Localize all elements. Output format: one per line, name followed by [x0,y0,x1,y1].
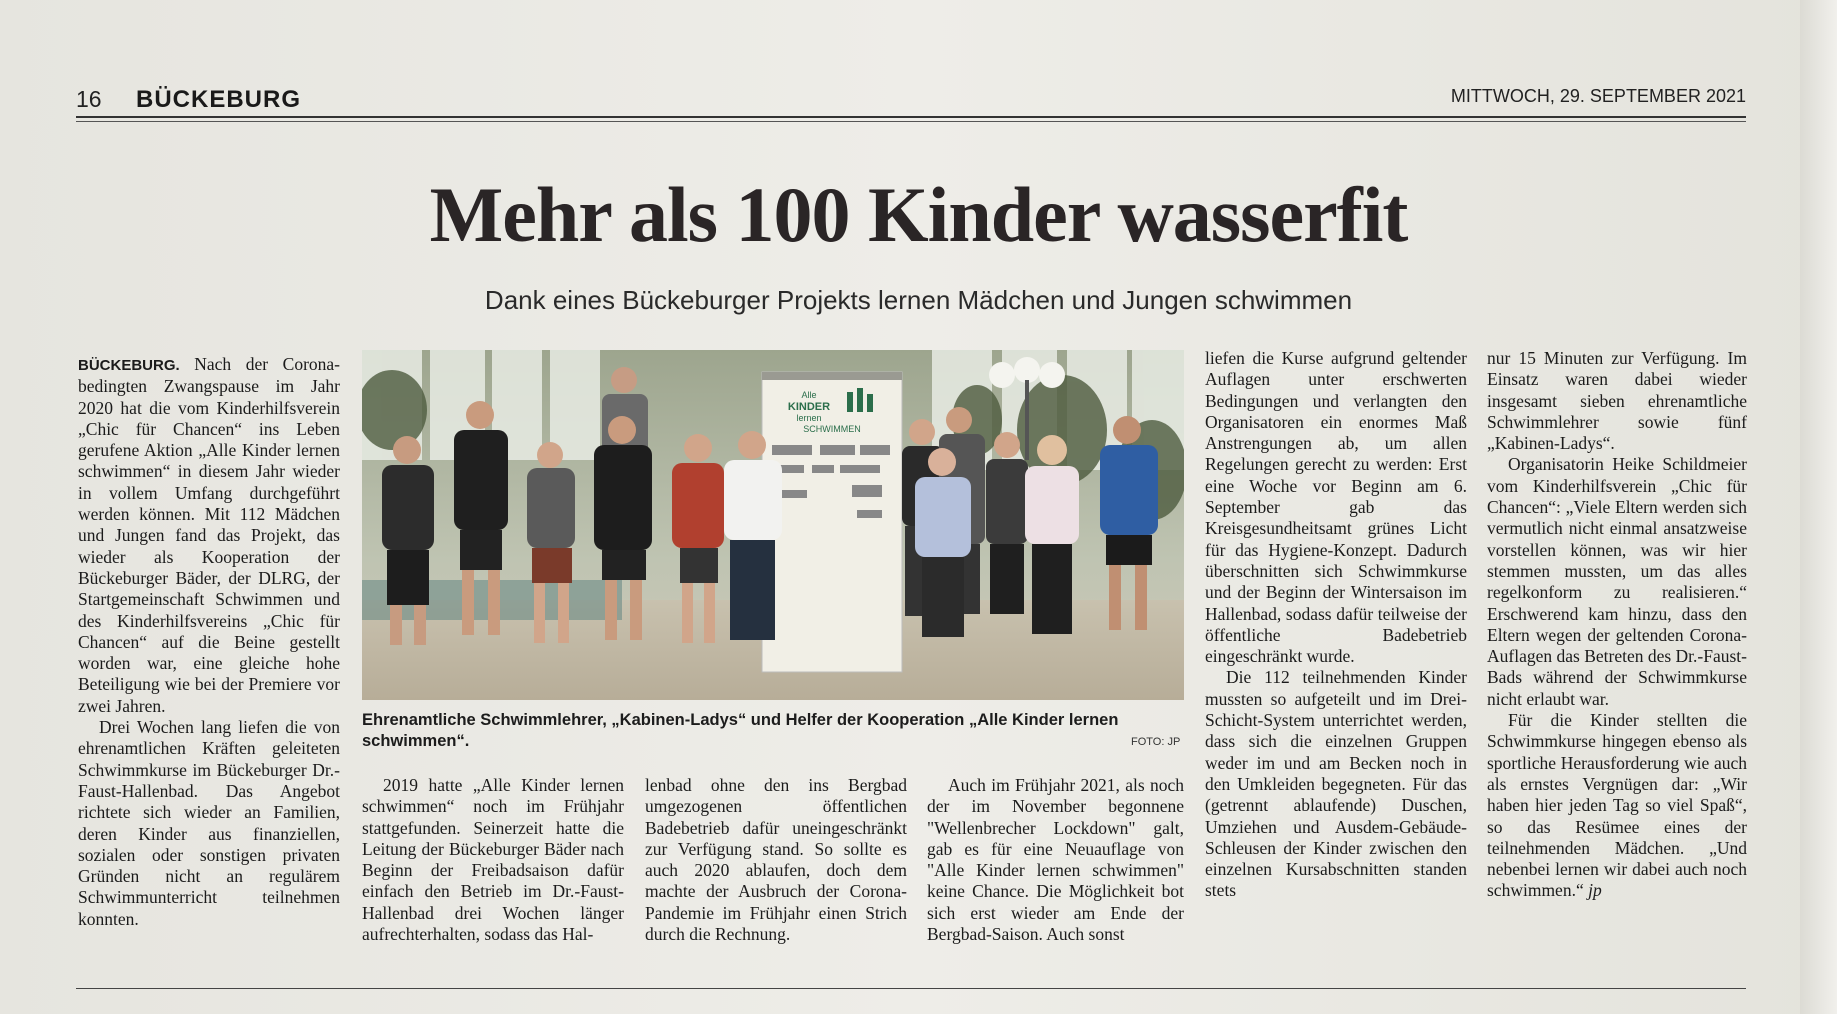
column-4 [927,775,1184,945]
photo-caption: Ehrenamtliche Schwimmlehrer, „Kabinen-Ladys“ und Helfer der Kooperation „Alle Kinder lernen schwimmen“. [362,711,1119,750]
group-photo [362,350,1184,700]
subheadline: Dank eines Bückeburger Projekts lernen Mädchen und Jungen schwimmen [484,285,1353,315]
column-6 [1487,348,1747,902]
photo-image [362,350,1184,700]
paragraph: nur 15 Minuten zur Verfügung. Im Einsatz waren dabei wieder insgesamt sieben ehrenamtliche Schwimmlehrer sowie fünf „Kabinen-Ladys“. [1487,348,1747,454]
banner-text-4: SCHWIMMEN [803,424,861,434]
paragraph-text: Nach der Corona-bedingten Zwangspause im Jahr 2020 hat die vom Kinderhilfsverein „Chic für Chancen“ ins Leben gerufene Aktion „Alle Kinder lernen schwimmen“ in diesem Jahr wieder in vollem Umfang durchgeführt werden können. Mit 112 Mädchen und Jungen fand das Projekt, das wieder als Kooperation der Bückeburger Bäder, der DLRG, der Startgemeinschaft Schwimmen und des Kinderhilfsvereins „Chic für Chancen“ auf die Beine gestellt worden war, eine gleiche hohe Beteiligung wie bei der Premiere vor zwei Jahren. [78,354,340,716]
paragraph [78,354,340,717]
column-1 [78,354,340,930]
paragraph: lenbad ohne den ins Bergbad umgezogenen öffentlichen Badebetrieb dafür uneingeschränkt zur Verfügung stand. So sollte es auch 2020 ablaufen, doch dem machte der Ausbruch der Corona-Pandemie im Frühjahr einen Strich durch die Rechnung. [645,775,907,945]
paragraph: Die 112 teilnehmenden Kinder mussten so aufgeteilt und im Drei-Schicht-System unterrichtet werden, dass sich die einzelnen Gruppen weder im und am Becken noch in den Umkleiden begegneten. Für das (getrennt ablaufende) Duschen, Umziehen und Ausdem-Gebäude-Schleusen der Kinder zwischen den einzelnen Kursabschnitten standen stets [1205,667,1467,901]
banner-text-2: KINDER [787,401,831,413]
paragraph: liefen die Kurse aufgrund geltender Auflagen unter erschwerten Bedingungen und verlangten den Organisatoren ein enormes Maß Anstrengungen ab, um allen Regelungen gerecht zu werden: Erst eine Woche vor Beginn am 6. September gab das Kreisgesundheitsamt grünes Licht für das Hygiene-Konzept. Dadurch überschnitten sich Schwimmkurse und der Beginn der Wintersaison im Hallenbad, sodass dafür teilweise der öffentliche Badebetrieb eingeschränkt wurde. [1205,348,1467,667]
page-fold [1800,0,1837,1014]
banner-text-3: lernen [796,413,822,423]
photo-credit: FOTO: JP [1131,736,1181,748]
column-5 [1205,348,1467,902]
paragraph: Auch im Frühjahr 2021, als noch der im November begonnene "Wellenbrecher Lockdown" galt, gab es für eine Neuauflage von "Alle Kinder lernen schwimmen" keine Chance. Die Möglichkeit bot sich erst wieder am Ende der Bergbad-Saison. Auch sonst [927,775,1184,945]
paragraph-text: Für die Kinder stellten die Schwimmkurse hingegen ebenso als sportliche Herausforderung wie auch als ernstes Vergnügen dar: „Wir haben hier jeden Tag so viel Spaß“, so das Resümee eines der teilnehmenden Mädchen. „Und nebenbei lernen wir dabei auch noch schwimmen.“ [1487,710,1747,901]
section-title: BÜCKEBURG [136,86,301,113]
column-2 [362,775,624,945]
paragraph: 2019 hatte „Alle Kinder lernen schwimmen“ noch im Frühjahr stattgefunden. Seinerzeit hatte die Leitung der Bückeburger Bäder nach Beginn der Freibadsaison dafür einfach den Betrieb im Dr.-Faust-Hallenbad drei Wochen länger aufrechterhalten, sodass das Hal- [362,775,624,945]
page-header [76,84,1746,118]
paragraph: Organisatorin Heike Schildmeier vom Kinderhilfsverein „Chic für Chancen“: „Viele Eltern werden sich vermutlich nicht einmal ansatzweise vorstellen können, was wir hier stemmen mussten, um das alles regelkonform zu realisieren.“ Erschwerend kam hinzu, dass den Eltern wegen der geltenden Corona-Auflagen das Betreten des Dr.-Faust-Bads während der Schwimmkurse nicht erlaubt war. [1487,454,1747,709]
banner-text-1: Alle [801,390,817,400]
column-3 [645,775,907,945]
footer-rule [76,988,1746,989]
header-rule [76,116,1746,122]
headline: Mehr als 100 Kinder wasserfit [429,171,1408,258]
paragraph [1487,710,1747,902]
page-number: 16 [76,86,102,112]
dateline: BÜCKEBURG. [78,357,180,374]
author-signature: jp [1588,880,1602,901]
paragraph: Drei Wochen lang liefen die von ehrenamtlichen Kräften geleiteten Schwimmkurse im Bückeburger Dr.-Faust-Hallenbad. Das Angebot richtete sich wieder an Familien, deren Kinder aus finanziellen, sozialen oder sonstigen privaten Gründen nicht an regulärem Schwimmunterricht teilnehmen konnten. [78,717,340,929]
issue-date: MITTWOCH, 29. SEPTEMBER 2021 [1450,86,1746,106]
